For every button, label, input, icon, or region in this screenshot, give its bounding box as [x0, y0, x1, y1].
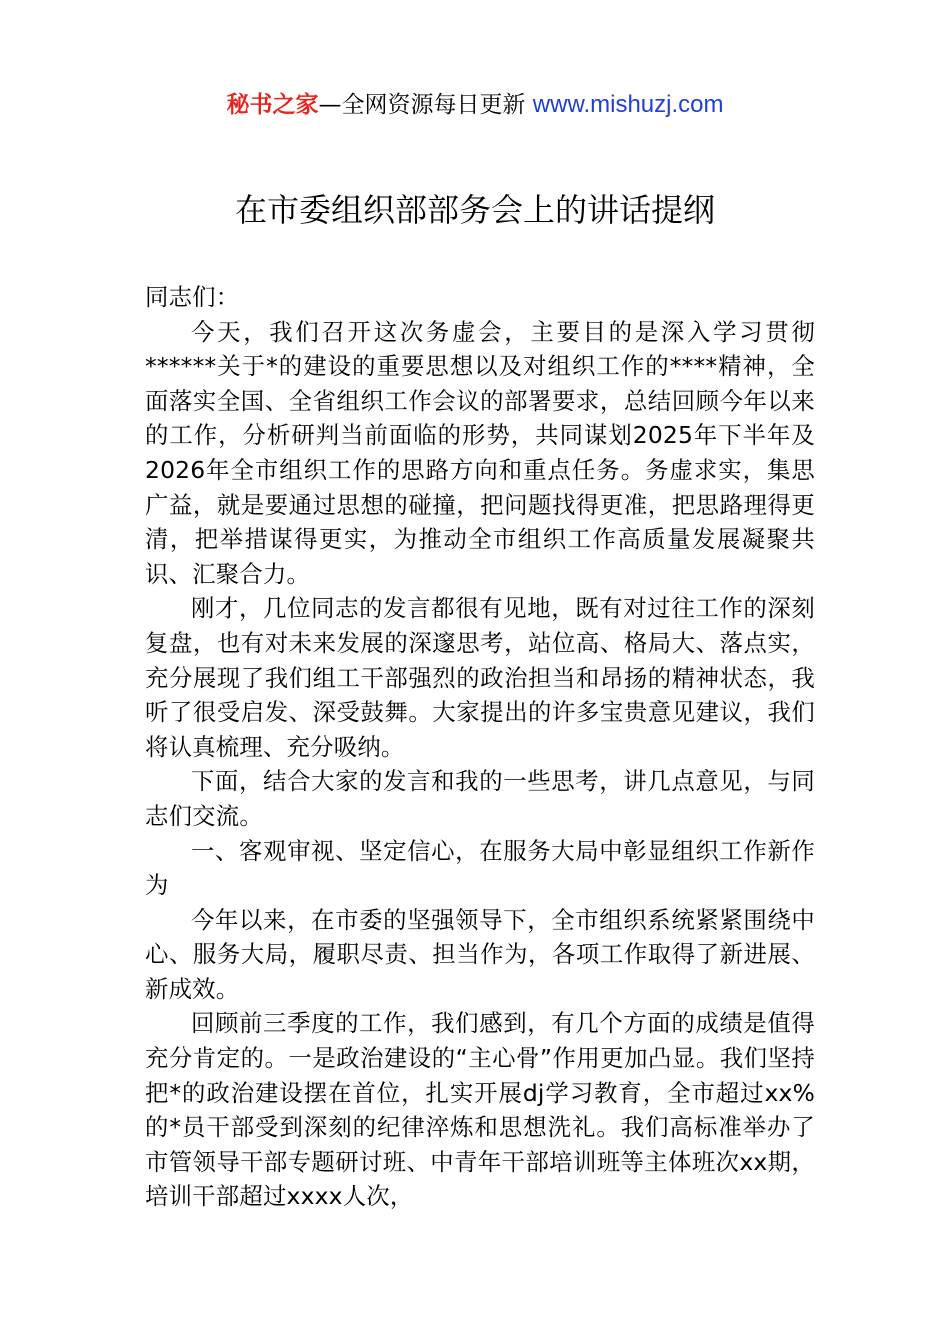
paragraph-transition: 下面，结合大家的发言和我的一些思考，讲几点意见，与同志们交流。: [145, 767, 815, 830]
site-header: [0, 88, 950, 122]
site-url-link[interactable]: www.mishuzj.com: [532, 91, 724, 118]
section-heading-1: 一、客观审视、坚定信心，在服务大局中彰显组织工作新作为: [145, 836, 815, 900]
site-tagline: —全网资源每日更新: [318, 92, 533, 118]
document-title: 在市委组织部部务会上的讲话提纲: [234, 191, 715, 229]
paragraph-intro: 今天，我们召开这次务虚会，主要目的是深入学习贯彻******关于*的建设的重要思想以及对组织工作的****精神，全面落实全国、全省组织工作会议的部署要求，总结回顾今年以来的工作，分析研判当前面临的形势，共同谋划2025年下半年及2026年全市组织工作的思路方向和重点任务。务虚求实，集思广益，就是要通过思想的碰撞，把问题找得更准，把思路理得更清，把举措谋得更实，为推动全市组织工作高质量发展凝聚共识、汇聚合力。: [145, 317, 815, 588]
paragraph-progress: 今年以来，在市委的坚强领导下，全市组织系统紧紧围绕中心、服务大局，履职尽责、担当作为，各项工作取得了新进展、新成效。: [145, 905, 815, 1003]
paragraph-review: 回顾前三季度的工作，我们感到，有几个方面的成绩是值得充分肯定的。一是政治建设的“主心骨”作用更加凸显。我们坚持把*的政治建设摆在首位，扎实开展dj学习教育，全市超过xx%的*员干部受到深刻的纪律淬炼和思想洗礼。我们高标准举办了市管领导干部专题研讨班、中青年干部培训班等主体班次xx期，培训干部超过xxxx人次，: [145, 1009, 815, 1211]
site-brand: 秘书之家: [226, 92, 319, 118]
paragraph-remarks: 刚才，几位同志的发言都很有见地，既有对过往工作的深刻复盘，也有对未来发展的深邃思考，站位高、格局大、落点实，充分展现了我们组工干部强烈的政治担当和昂扬的精神状态，我听了很受启发、深受鼓舞。大家提出的许多宝贵意见建议，我们将认真梳理、充分吸纳。: [145, 594, 815, 761]
salutation: 同志们：: [145, 283, 240, 311]
document-body: [145, 280, 815, 1214]
